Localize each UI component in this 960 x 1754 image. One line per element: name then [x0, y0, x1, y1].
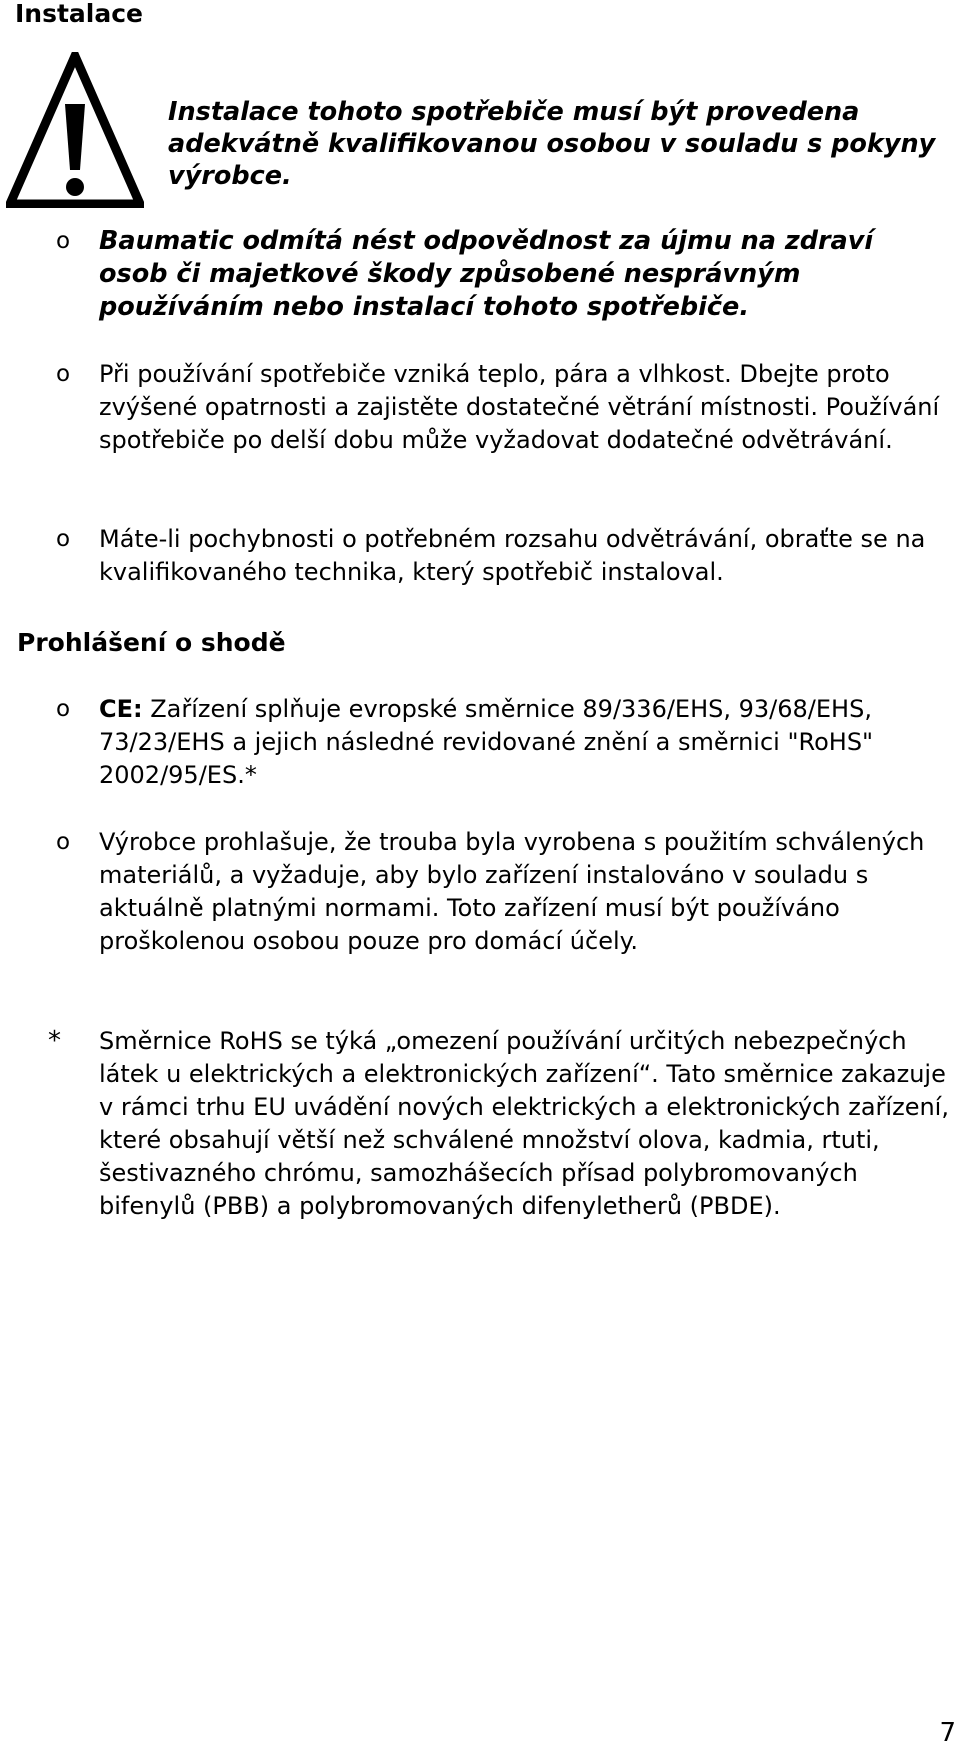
installation-warning-text: Instalace tohoto spotřebiče musí být provedena adekvátně kvalifikovanou osobou v souladu s pokyny výrobce. [168, 97, 936, 191]
ventilation-advice-text: Máte-li pochybnosti o potřebném rozsahu odvětrávání, obraťte se na kvalifikovaného technika, který spotřebič instaloval. [99, 525, 926, 586]
bullet-marker: o [56, 696, 71, 722]
bullet-marker: o [56, 526, 71, 552]
heat-steam-warning-text: Při používání spotřebiče vzniká teplo, pára a vlhkost. Dbejte proto zvýšené opatrnosti a zajistěte dostatečné větrání místnosti. Používání spotřebiče po delší dobu může vyžadovat dodatečné odvětrávání. [99, 360, 940, 454]
ce-conformity-text [99, 693, 959, 792]
bullet-marker: o [56, 361, 71, 387]
bullet-marker: o [56, 829, 71, 855]
manufacturer-declaration-text: Výrobce prohlašuje, že trouba byla vyrobena s použitím schválených materiálů, a vyžaduje, aby bylo zařízení instalováno v souladu s aktuálně platnými normami. Toto zařízení musí být používáno proškolenou osobou pouze pro domácí účely. [99, 828, 925, 955]
ce-label: CE: [99, 695, 143, 723]
section-title-declaration: Prohlášení o shodě [17, 628, 286, 657]
ce-description: Zařízení splňuje evropské směrnice 89/336/EHS, 93/68/EHS, 73/23/EHS a jejich následné revidované znění a směrnici "RoHS" 2002/95/ES.* [99, 695, 874, 789]
liability-disclaimer-text: Baumatic odmítá nést odpovědnost za újmu na zdraví osob či majetkové škody způsobené nesprávným používáním nebo instalací tohoto spotřebiče. [99, 226, 874, 322]
bullet-marker: o [56, 228, 71, 254]
section-title-installation: Instalace [15, 0, 144, 28]
footnote-asterisk: * [48, 1026, 61, 1056]
page-number: 7 [939, 1718, 956, 1748]
rohs-footnote-text: Směrnice RoHS se týká „omezení používání určitých nebezpečných látek u elektrických a elektronických zařízení“. Tato směrnice zakazuje v rámci trhu EU uvádění nových elektrických a elektronických zařízení, které obsahují větší než schválené množství olova, kadmia, rtuti, šestivazného chrómu, samozhášecích přísad polybromovaných bifenylů (PBB) a polybromovaných difenyletherů (PBDE). [99, 1027, 949, 1220]
warning-triangle-icon [6, 52, 144, 208]
